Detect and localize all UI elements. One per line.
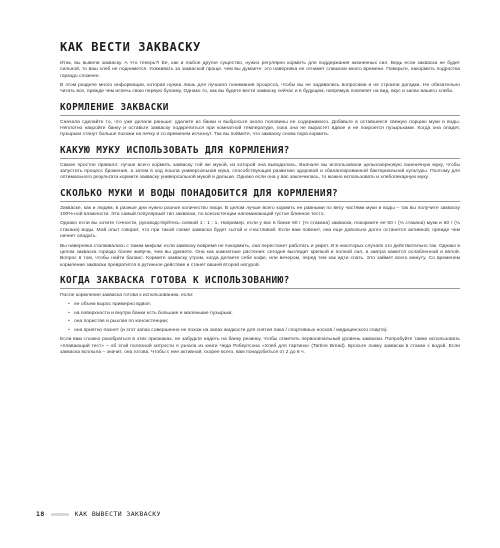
footer-divider — [51, 513, 69, 516]
readiness-list — [60, 302, 460, 334]
which-flour-paragraph: Самое простое правило: лучше всего кормить закваску той же мукой, из которой она выводилась. Вначале вы использовали цельнозерновую пшеничную муку, чтобы запустить процесс брожения, а затем в ход пошла универсальная мука, способствующая развитию здоровой и сбалансированной бактериальной культуры. Поэтому для оптимального результата кормите закваску универсальной мукой и дальше. Однако если она у вас закончилась, то можно использовать и хлебопекарную муку. — [60, 162, 460, 181]
intro-paragraph-2: В этом разделе много информации, которая нужна лишь для лучшего понимания процесса, чтобы вы не задавались вопросами и не строили догадки. Не обязательно читать все, прежде чем испечь свою первую буханку. Однако то, как вы будете вести закваску сейчас и в будущем, напрямую повлияет на вид, вкус и запах вашего хлеба. — [60, 83, 460, 95]
section-heading-how-much: СКОЛЬКО МУКИ И ВОДЫ ПОНАДОБИТСЯ ДЛЯ КОРМЛЕНИЯ? — [60, 188, 460, 202]
intro-paragraph-1: Итак, вы вывели закваску. А что теперь?! Ее, как и любое другое существо, нужно регулярно кормить для поддержания жизненных сил. Ведь если закваска не будет сильной, то ваш хлеб не поднимется. Ухаживать за закваской проще, чем вы думаете: это наверняка не отнимет слишком много времени. Поверьте, накормить подростка гораздо сложнее. — [60, 61, 460, 79]
list-item: • на поверхности и внутри банки есть большие и маленькие пузырьки; — [68, 311, 460, 317]
list-item: • ее объем вырос примерно вдвое; — [68, 302, 460, 308]
list-item: • она приятно пахнет (и этот запах совершенно не похож на запах жидкости для снятия лака / спортивных носков / медицинского спирта). — [68, 328, 460, 334]
feeding-paragraph: Сначала сделайте то, что уже делали раньше: удалите из банки и выбросьте около половины ее содержимого. Добавьте в оставшееся свежую порцию муки и воды. Неплотно накройте банку и оставьте закваску подкрепиться при комнатной температуре, пока она не вырастет вдвое и не покроется пузырьками. Когда она опадет, пузырьки станут больше похожи на печку и со временем исчезнут. Так вы поймете, что закваску снова пора кормить. — [60, 119, 460, 138]
list-item: • она пористая и рыхлая по консистенции; — [68, 319, 460, 325]
section-heading-ready: КОГДА ЗАКВАСКА ГОТОВА К ИСПОЛЬЗОВАНИЮ? — [60, 275, 460, 289]
how-much-paragraph-2: Однако если вы хотите точности, руководствуйтесь схемой 1 : 1 : 1. Например, если у вас в банке 60 г (⅓ стакана) закваски, покормите ее 60 г (⅓ стакана) муки и 60 г (¼ стакана) воды. Мой опыт говорит, что при такой схеме закваска будет сытой и счастливой. Если вам повезет, она еще довольно долго останется активной, прежде чем начнет опадать. — [60, 221, 460, 240]
page-title: КАК ВЕСТИ ЗАКВАСКУ — [60, 40, 201, 54]
page-footer — [36, 510, 161, 518]
running-title: КАК ВЫВЕСТИ ЗАКВАСКУ — [74, 510, 161, 518]
section-heading-which-flour: КАКУЮ МУКУ ИСПОЛЬЗОВАТЬ ДЛЯ КОРМЛЕНИЯ? — [60, 145, 460, 159]
how-much-paragraph-1: Закваске, как и людям, в разные дни нужно разное количество пищи. В целом лучше всего кормить ее равными по весу частями муки и воды – так вы получите закваску 100%-ной влажности. Эта самый популярный тип закваски, по консистенции напоминающий густое блинное тесто. — [60, 205, 460, 218]
how-much-paragraph-3: Вы наверняка сталкивались с таким мифом: если закваску вовремя не покормить, она перестанет работать и умрет. И в некоторых случаях это действительно так. Однако в целом закваска гораздо более живуча, чем вы думаете. Она как комнатные растения: сегодня выглядит крепкой и полной сил, а завтра кажется ослабленной и вялой. Вопрос в том, чтобы найти баланс. Кормите закваску утром, когда делаете себе кофе, или вечером, перед тем как идти спать. Это займет всего минуту. Со временем кормление закваски превратится в рутинное действие и станет вашей второй натурой. — [60, 243, 460, 268]
page-content — [60, 40, 460, 359]
page-number: 18 — [36, 510, 45, 518]
section-heading-feeding: КОРМЛЕНИЕ ЗАКВАСКИ — [60, 102, 460, 116]
ready-paragraph: После кормления закваска готова к использованию, если: — [60, 292, 194, 298]
ready-after-paragraph: Если вам сложно разобраться в этих признаках, не забудьте надеть на банку резинку, чтобы отметить первоначальный уровень закваски. Попробуйте также использовать «плавающий тест» – об этой полезной хитрости я узнала из книги Чеда Робертсона «Хлеб для тартина» (Tartine Bread). Бросьте ложку закваски в стакан с водой. Если закваска всплыла – значит, она готова. Чтобы с нее активной, скорее всего, вам понадобиться от 2 до 8 ч. — [60, 337, 460, 355]
